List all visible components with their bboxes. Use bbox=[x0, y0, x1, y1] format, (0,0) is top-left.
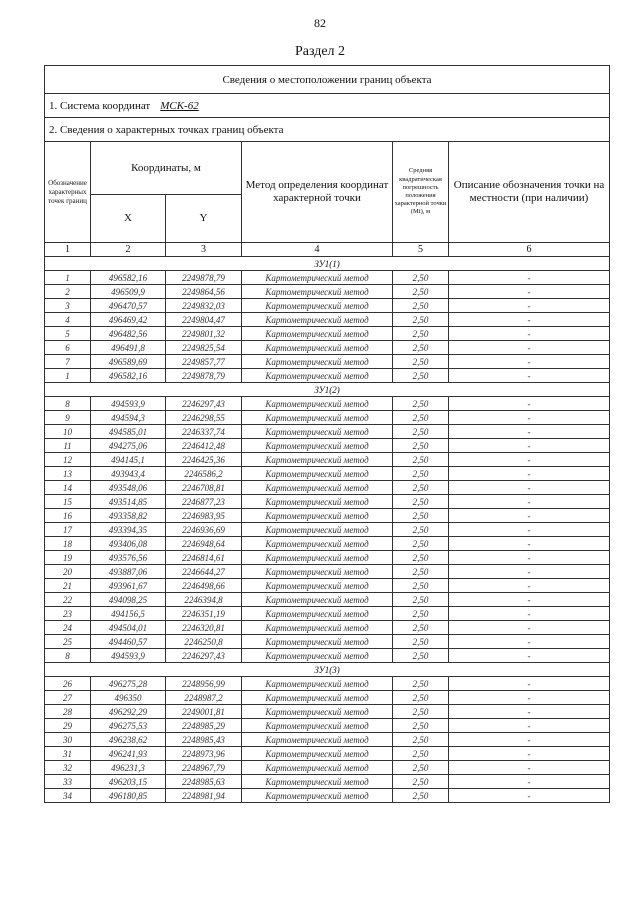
x-coordinate: 496491,8 bbox=[91, 341, 166, 355]
section-title: Раздел 2 bbox=[294, 44, 346, 59]
description-cell: - bbox=[449, 369, 610, 383]
accuracy-cell: 2,50 bbox=[393, 761, 449, 775]
description-cell: - bbox=[449, 467, 610, 481]
x-coordinate: 496582,16 bbox=[91, 369, 166, 383]
accuracy-cell: 2,50 bbox=[393, 411, 449, 425]
description-cell: - bbox=[449, 565, 610, 579]
table-row bbox=[45, 537, 610, 551]
column-number: 4 bbox=[242, 243, 393, 257]
point-number: 18 bbox=[45, 537, 91, 551]
coord-system-value: МСК-62 bbox=[160, 99, 199, 112]
description-cell: - bbox=[449, 719, 610, 733]
y-coordinate: 2248956,99 bbox=[166, 677, 242, 691]
description-cell: - bbox=[449, 271, 610, 285]
description-cell: - bbox=[449, 341, 610, 355]
y-coordinate: 2246394,8 bbox=[166, 593, 242, 607]
y-coordinate: 2248985,29 bbox=[166, 719, 242, 733]
coord-system-row bbox=[45, 94, 610, 118]
x-coordinate: 496203,15 bbox=[91, 775, 166, 789]
description-cell: - bbox=[449, 523, 610, 537]
accuracy-cell: 2,50 bbox=[393, 551, 449, 565]
description-cell: - bbox=[449, 789, 610, 803]
accuracy-cell: 2,50 bbox=[393, 313, 449, 327]
table-row bbox=[45, 705, 610, 719]
method-cell: Картометрический метод bbox=[242, 481, 393, 495]
table-row bbox=[45, 565, 610, 579]
method-cell: Картометрический метод bbox=[242, 565, 393, 579]
accuracy-cell: 2,50 bbox=[393, 327, 449, 341]
method-cell: Картометрический метод bbox=[242, 299, 393, 313]
table-banner: Сведения о местоположении границ объекта bbox=[45, 66, 610, 94]
x-coordinate: 493358,82 bbox=[91, 509, 166, 523]
y-coordinate: 2248973,96 bbox=[166, 747, 242, 761]
group-name: ЗУ1(3) bbox=[45, 663, 610, 677]
description-cell: - bbox=[449, 425, 610, 439]
table-row bbox=[45, 313, 610, 327]
x-coordinate: 494585,01 bbox=[91, 425, 166, 439]
method-cell: Картометрический метод bbox=[242, 621, 393, 635]
y-coordinate: 2246297,43 bbox=[166, 397, 242, 411]
group-row bbox=[45, 383, 610, 397]
header-y: Y bbox=[166, 195, 242, 243]
point-number: 31 bbox=[45, 747, 91, 761]
group-name: ЗУ1(2) bbox=[45, 383, 610, 397]
description-cell: - bbox=[449, 607, 610, 621]
x-coordinate: 494145,1 bbox=[91, 453, 166, 467]
y-coordinate: 2249801,32 bbox=[166, 327, 242, 341]
point-number: 21 bbox=[45, 579, 91, 593]
table-row bbox=[45, 621, 610, 635]
method-cell: Картометрический метод bbox=[242, 425, 393, 439]
y-coordinate: 2249857,77 bbox=[166, 355, 242, 369]
accuracy-cell: 2,50 bbox=[393, 789, 449, 803]
table-row bbox=[45, 509, 610, 523]
y-coordinate: 2249832,03 bbox=[166, 299, 242, 313]
method-cell: Картометрический метод bbox=[242, 775, 393, 789]
coord-system-label: 1. Система координат bbox=[49, 99, 151, 112]
description-cell: - bbox=[449, 691, 610, 705]
point-number: 23 bbox=[45, 607, 91, 621]
table-row bbox=[45, 271, 610, 285]
method-cell: Картометрический метод bbox=[242, 411, 393, 425]
accuracy-cell: 2,50 bbox=[393, 439, 449, 453]
point-number: 27 bbox=[45, 691, 91, 705]
y-coordinate: 2246586,2 bbox=[166, 467, 242, 481]
table-row bbox=[45, 481, 610, 495]
table-row bbox=[45, 719, 610, 733]
description-cell: - bbox=[449, 411, 610, 425]
description-cell: - bbox=[449, 649, 610, 663]
y-coordinate: 2246298,55 bbox=[166, 411, 242, 425]
description-cell: - bbox=[449, 705, 610, 719]
x-coordinate: 496469,42 bbox=[91, 313, 166, 327]
table-row bbox=[45, 761, 610, 775]
x-coordinate: 496241,93 bbox=[91, 747, 166, 761]
point-number: 30 bbox=[45, 733, 91, 747]
method-cell: Картометрический метод bbox=[242, 313, 393, 327]
y-coordinate: 2246297,43 bbox=[166, 649, 242, 663]
point-number: 2 bbox=[45, 285, 91, 299]
table-row bbox=[45, 747, 610, 761]
description-cell: - bbox=[449, 635, 610, 649]
accuracy-cell: 2,50 bbox=[393, 607, 449, 621]
y-coordinate: 2246412,48 bbox=[166, 439, 242, 453]
y-coordinate: 2246337,74 bbox=[166, 425, 242, 439]
table-row bbox=[45, 775, 610, 789]
table-row bbox=[45, 733, 610, 747]
boundary-points-table bbox=[44, 65, 610, 803]
y-coordinate: 2246644,27 bbox=[166, 565, 242, 579]
x-coordinate: 494460,57 bbox=[91, 635, 166, 649]
description-cell: - bbox=[449, 495, 610, 509]
y-coordinate: 2246351,19 bbox=[166, 607, 242, 621]
method-cell: Картометрический метод bbox=[242, 691, 393, 705]
description-cell: - bbox=[449, 355, 610, 369]
accuracy-cell: 2,50 bbox=[393, 649, 449, 663]
header-x: X bbox=[91, 195, 166, 243]
description-cell: - bbox=[449, 481, 610, 495]
header-point-designation: Обозначение характерных точек границ bbox=[45, 142, 91, 243]
y-coordinate: 2246948,64 bbox=[166, 537, 242, 551]
header-description: Описание обозначения точки на местности (при наличии) bbox=[449, 142, 610, 243]
y-coordinate: 2248967,79 bbox=[166, 761, 242, 775]
description-cell: - bbox=[449, 761, 610, 775]
method-cell: Картометрический метод bbox=[242, 733, 393, 747]
table-row bbox=[45, 299, 610, 313]
table-row bbox=[45, 327, 610, 341]
table-row bbox=[45, 579, 610, 593]
accuracy-cell: 2,50 bbox=[393, 677, 449, 691]
point-number: 8 bbox=[45, 397, 91, 411]
description-cell: - bbox=[449, 327, 610, 341]
y-coordinate: 2248985,63 bbox=[166, 775, 242, 789]
method-cell: Картометрический метод bbox=[242, 537, 393, 551]
accuracy-cell: 2,50 bbox=[393, 621, 449, 635]
y-coordinate: 2249804,47 bbox=[166, 313, 242, 327]
x-coordinate: 494156,5 bbox=[91, 607, 166, 621]
x-coordinate: 493394,35 bbox=[91, 523, 166, 537]
table-row bbox=[45, 425, 610, 439]
description-cell: - bbox=[449, 439, 610, 453]
description-cell: - bbox=[449, 677, 610, 691]
accuracy-cell: 2,50 bbox=[393, 467, 449, 481]
point-number: 33 bbox=[45, 775, 91, 789]
y-coordinate: 2249001,81 bbox=[166, 705, 242, 719]
y-coordinate: 2246320,81 bbox=[166, 621, 242, 635]
accuracy-cell: 2,50 bbox=[393, 719, 449, 733]
point-number: 8 bbox=[45, 649, 91, 663]
point-number: 1 bbox=[45, 369, 91, 383]
x-coordinate: 496231,3 bbox=[91, 761, 166, 775]
y-coordinate: 2249864,56 bbox=[166, 285, 242, 299]
x-coordinate: 496350 bbox=[91, 691, 166, 705]
accuracy-cell: 2,50 bbox=[393, 299, 449, 313]
x-coordinate: 494275,06 bbox=[91, 439, 166, 453]
description-cell: - bbox=[449, 593, 610, 607]
x-coordinate: 494593,9 bbox=[91, 649, 166, 663]
accuracy-cell: 2,50 bbox=[393, 593, 449, 607]
table-row bbox=[45, 551, 610, 565]
y-coordinate: 2246425,36 bbox=[166, 453, 242, 467]
accuracy-cell: 2,50 bbox=[393, 481, 449, 495]
description-cell: - bbox=[449, 397, 610, 411]
accuracy-cell: 2,50 bbox=[393, 271, 449, 285]
y-coordinate: 2249878,79 bbox=[166, 369, 242, 383]
accuracy-cell: 2,50 bbox=[393, 747, 449, 761]
y-coordinate: 2248987,2 bbox=[166, 691, 242, 705]
table-row bbox=[45, 495, 610, 509]
table-row bbox=[45, 593, 610, 607]
method-cell: Картометрический метод bbox=[242, 369, 393, 383]
point-number: 26 bbox=[45, 677, 91, 691]
description-cell: - bbox=[449, 775, 610, 789]
x-coordinate: 496470,57 bbox=[91, 299, 166, 313]
description-cell: - bbox=[449, 285, 610, 299]
method-cell: Картометрический метод bbox=[242, 579, 393, 593]
point-number: 6 bbox=[45, 341, 91, 355]
method-cell: Картометрический метод bbox=[242, 551, 393, 565]
header-coordinates: Координаты, м bbox=[91, 142, 242, 195]
method-cell: Картометрический метод bbox=[242, 747, 393, 761]
method-cell: Картометрический метод bbox=[242, 677, 393, 691]
point-number: 10 bbox=[45, 425, 91, 439]
point-number: 20 bbox=[45, 565, 91, 579]
y-coordinate: 2246936,69 bbox=[166, 523, 242, 537]
y-coordinate: 2246814,61 bbox=[166, 551, 242, 565]
description-cell: - bbox=[449, 621, 610, 635]
point-number: 25 bbox=[45, 635, 91, 649]
point-number: 5 bbox=[45, 327, 91, 341]
x-coordinate: 496275,53 bbox=[91, 719, 166, 733]
column-number: 1 bbox=[45, 243, 91, 257]
y-coordinate: 2248981,94 bbox=[166, 789, 242, 803]
point-number: 32 bbox=[45, 761, 91, 775]
point-number: 24 bbox=[45, 621, 91, 635]
method-cell: Картометрический метод bbox=[242, 285, 393, 299]
method-cell: Картометрический метод bbox=[242, 705, 393, 719]
method-cell: Картометрический метод bbox=[242, 649, 393, 663]
y-coordinate: 2246877,23 bbox=[166, 495, 242, 509]
accuracy-cell: 2,50 bbox=[393, 509, 449, 523]
y-coordinate: 2246498,66 bbox=[166, 579, 242, 593]
group-row bbox=[45, 257, 610, 271]
x-coordinate: 496582,16 bbox=[91, 271, 166, 285]
x-coordinate: 496482,56 bbox=[91, 327, 166, 341]
group-name: ЗУ1(1) bbox=[45, 257, 610, 271]
accuracy-cell: 2,50 bbox=[393, 523, 449, 537]
accuracy-cell: 2,50 bbox=[393, 579, 449, 593]
description-cell: - bbox=[449, 299, 610, 313]
accuracy-cell: 2,50 bbox=[393, 565, 449, 579]
y-coordinate: 2246250,8 bbox=[166, 635, 242, 649]
x-coordinate: 493576,56 bbox=[91, 551, 166, 565]
table-row bbox=[45, 635, 610, 649]
header-method: Метод определения координат характерной точки bbox=[242, 142, 393, 243]
point-number: 11 bbox=[45, 439, 91, 453]
accuracy-cell: 2,50 bbox=[393, 369, 449, 383]
table-row bbox=[45, 691, 610, 705]
column-number: 5 bbox=[393, 243, 449, 257]
x-coordinate: 493887,06 bbox=[91, 565, 166, 579]
accuracy-cell: 2,50 bbox=[393, 705, 449, 719]
method-cell: Картометрический метод bbox=[242, 397, 393, 411]
accuracy-cell: 2,50 bbox=[393, 635, 449, 649]
point-number: 16 bbox=[45, 509, 91, 523]
point-number: 22 bbox=[45, 593, 91, 607]
method-cell: Картометрический метод bbox=[242, 719, 393, 733]
description-cell: - bbox=[449, 509, 610, 523]
x-coordinate: 496509,9 bbox=[91, 285, 166, 299]
header-accuracy: Средняя квадратическая погрешность положения характерной точки (Mt), м bbox=[393, 142, 449, 243]
accuracy-cell: 2,50 bbox=[393, 495, 449, 509]
x-coordinate: 496238,62 bbox=[91, 733, 166, 747]
accuracy-cell: 2,50 bbox=[393, 691, 449, 705]
description-cell: - bbox=[449, 747, 610, 761]
method-cell: Картометрический метод bbox=[242, 439, 393, 453]
y-coordinate: 2249825,54 bbox=[166, 341, 242, 355]
x-coordinate: 493943,4 bbox=[91, 467, 166, 481]
x-coordinate: 493514,85 bbox=[91, 495, 166, 509]
method-cell: Картометрический метод bbox=[242, 509, 393, 523]
x-coordinate: 494593,9 bbox=[91, 397, 166, 411]
x-coordinate: 493961,67 bbox=[91, 579, 166, 593]
table-row bbox=[45, 523, 610, 537]
method-cell: Картометрический метод bbox=[242, 355, 393, 369]
table-row bbox=[45, 285, 610, 299]
table-row bbox=[45, 397, 610, 411]
accuracy-cell: 2,50 bbox=[393, 537, 449, 551]
table-row bbox=[45, 341, 610, 355]
y-coordinate: 2246708,81 bbox=[166, 481, 242, 495]
point-number: 19 bbox=[45, 551, 91, 565]
method-cell: Картометрический метод bbox=[242, 523, 393, 537]
table-row bbox=[45, 439, 610, 453]
method-cell: Картометрический метод bbox=[242, 761, 393, 775]
accuracy-cell: 2,50 bbox=[393, 775, 449, 789]
accuracy-cell: 2,50 bbox=[393, 355, 449, 369]
point-number: 3 bbox=[45, 299, 91, 313]
table-row bbox=[45, 369, 610, 383]
point-number: 34 bbox=[45, 789, 91, 803]
point-number: 28 bbox=[45, 705, 91, 719]
x-coordinate: 496180,85 bbox=[91, 789, 166, 803]
y-coordinate: 2249878,79 bbox=[166, 271, 242, 285]
accuracy-cell: 2,50 bbox=[393, 425, 449, 439]
x-coordinate: 494504,01 bbox=[91, 621, 166, 635]
accuracy-cell: 2,50 bbox=[393, 453, 449, 467]
method-cell: Картометрический метод bbox=[242, 495, 393, 509]
point-number: 13 bbox=[45, 467, 91, 481]
method-cell: Картометрический метод bbox=[242, 789, 393, 803]
point-number: 7 bbox=[45, 355, 91, 369]
method-cell: Картометрический метод bbox=[242, 271, 393, 285]
x-coordinate: 494098,25 bbox=[91, 593, 166, 607]
method-cell: Картометрический метод bbox=[242, 467, 393, 481]
method-cell: Картометрический метод bbox=[242, 607, 393, 621]
method-cell: Картометрический метод bbox=[242, 635, 393, 649]
point-number: 9 bbox=[45, 411, 91, 425]
table-row bbox=[45, 789, 610, 803]
y-coordinate: 2248985,43 bbox=[166, 733, 242, 747]
table-row bbox=[45, 467, 610, 481]
column-number: 3 bbox=[166, 243, 242, 257]
page-number: 82 bbox=[314, 16, 326, 30]
description-cell: - bbox=[449, 551, 610, 565]
points-section-title: 2. Сведения о характерных точках границ объекта bbox=[45, 118, 610, 142]
description-cell: - bbox=[449, 733, 610, 747]
table-row bbox=[45, 677, 610, 691]
point-number: 14 bbox=[45, 481, 91, 495]
table-row bbox=[45, 607, 610, 621]
method-cell: Картометрический метод bbox=[242, 453, 393, 467]
point-number: 4 bbox=[45, 313, 91, 327]
x-coordinate: 493406,08 bbox=[91, 537, 166, 551]
point-number: 15 bbox=[45, 495, 91, 509]
method-cell: Картометрический метод bbox=[242, 593, 393, 607]
y-coordinate: 2246983,95 bbox=[166, 509, 242, 523]
method-cell: Картометрический метод bbox=[242, 327, 393, 341]
group-row bbox=[45, 663, 610, 677]
point-number: 1 bbox=[45, 271, 91, 285]
method-cell: Картометрический метод bbox=[242, 341, 393, 355]
x-coordinate: 494594,3 bbox=[91, 411, 166, 425]
description-cell: - bbox=[449, 537, 610, 551]
column-number: 6 bbox=[449, 243, 610, 257]
table-row bbox=[45, 355, 610, 369]
table-row bbox=[45, 453, 610, 467]
accuracy-cell: 2,50 bbox=[393, 285, 449, 299]
point-number: 12 bbox=[45, 453, 91, 467]
point-number: 29 bbox=[45, 719, 91, 733]
description-cell: - bbox=[449, 313, 610, 327]
x-coordinate: 496275,28 bbox=[91, 677, 166, 691]
accuracy-cell: 2,50 bbox=[393, 341, 449, 355]
accuracy-cell: 2,50 bbox=[393, 733, 449, 747]
table-row bbox=[45, 649, 610, 663]
accuracy-cell: 2,50 bbox=[393, 397, 449, 411]
description-cell: - bbox=[449, 579, 610, 593]
description-cell: - bbox=[449, 453, 610, 467]
column-number: 2 bbox=[91, 243, 166, 257]
x-coordinate: 496589,69 bbox=[91, 355, 166, 369]
x-coordinate: 493548,06 bbox=[91, 481, 166, 495]
point-number: 17 bbox=[45, 523, 91, 537]
table-row bbox=[45, 411, 610, 425]
x-coordinate: 496292,29 bbox=[91, 705, 166, 719]
